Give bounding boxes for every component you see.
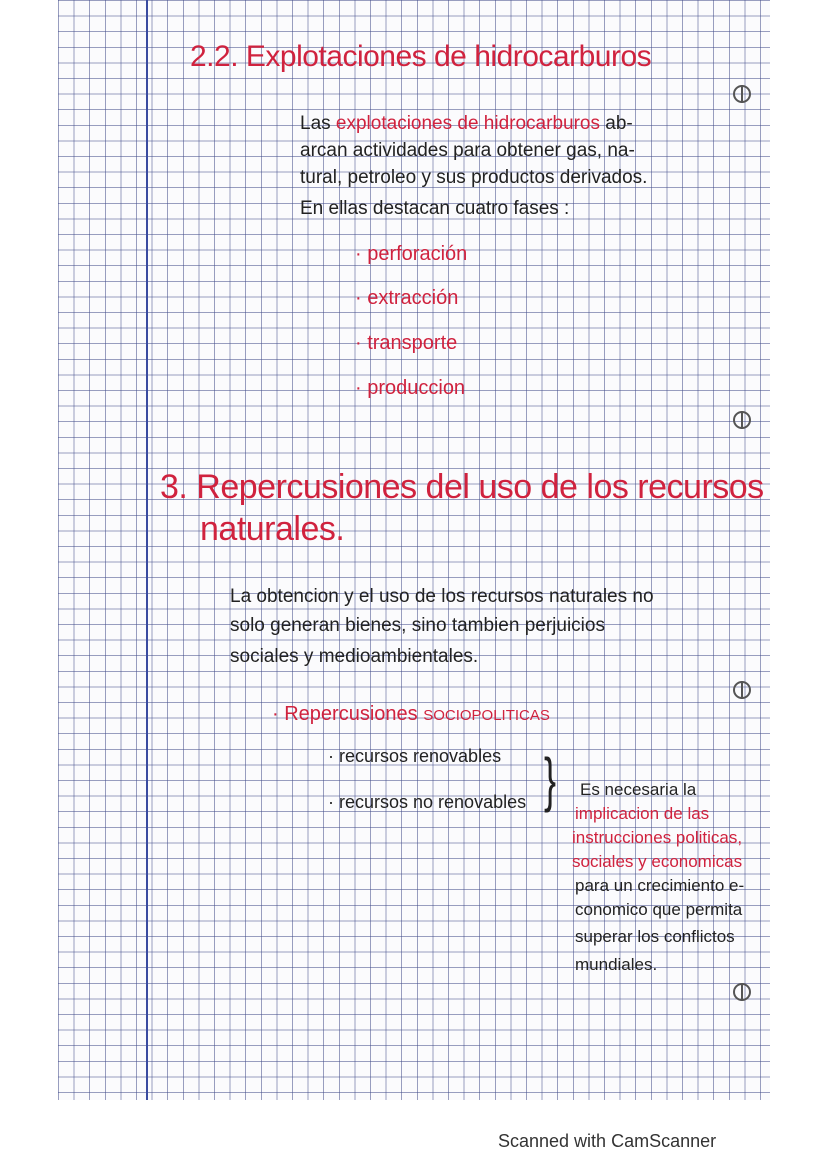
phase-item: · transporte [355,332,458,354]
binder-hole-icon [733,983,751,1001]
note-line: implicacion de las [575,804,710,823]
section-3-title-cont: naturales. [200,510,345,548]
binder-hole-icon [733,85,751,103]
note-line: mundiales. [575,955,658,974]
subheading [272,703,550,726]
text: Las [300,113,336,134]
paragraph-line: sociales y medioambientales. [230,646,479,667]
phase-item: · extracción [355,287,459,309]
brace: } [544,746,557,813]
paragraph-line: En ellas destacan cuatro fases : [300,198,570,219]
paragraph-line [300,110,633,137]
note-line: conomico que permita [575,900,743,919]
section-3-title: 3. Repercusiones del uso de los recursos [160,468,764,506]
resource-item: · recursos no renovables [328,792,527,812]
section-2-2-title: 2.2. Explotaciones de hidrocarburos [190,40,652,73]
text: ab- [599,113,633,134]
note-line: para un crecimiento e- [575,876,745,895]
paragraph-line: arcan actividades para obtener gas, na- [300,140,635,161]
subheading-caps: SOCIOPOLITICAS [423,707,550,724]
paragraph-line: solo generan bienes, sino tambien perjuicios [230,615,605,636]
binder-hole-icon [733,411,751,429]
paragraph-line: La obtencion y el uso de los recursos naturales no [230,586,654,607]
margin-line [146,0,148,1100]
highlight-text: explotaciones de hidrocarburos [335,113,600,134]
binder-hole-icon [733,681,751,699]
phase-item: · perforación [355,243,468,265]
phase-item: · produccion [355,377,466,399]
subheading-text: · Repercusiones [272,703,418,725]
note-line: Es necesaria la [580,780,697,799]
note-line: sociales y economicas [572,852,743,871]
paragraph-line: tural, petroleo y sus productos derivados. [300,167,648,188]
scanner-watermark: Scanned with CamScanner [498,1131,717,1151]
resource-item: · recursos renovables [328,746,502,766]
note-line: superar los conflictos [575,927,735,946]
note-line: instrucciones politicas, [572,828,743,847]
